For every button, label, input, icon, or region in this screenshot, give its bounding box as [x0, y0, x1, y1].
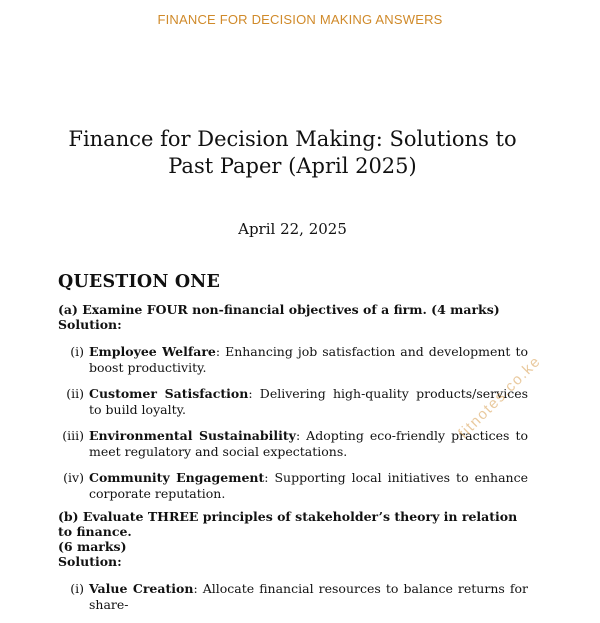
question-b-solution-label: Solution: [58, 554, 122, 569]
list-term: Employee Welfare [89, 344, 216, 359]
list-text: : Supporting local initiatives to enhance corporate reputation. [89, 470, 528, 501]
question-a-solution-label: Solution: [58, 317, 122, 332]
watermark-text: fitnotes.co.ke [455, 352, 545, 443]
question-b-heading-line-2: (6 marks) [58, 539, 127, 554]
section-heading-question-one: QUESTION ONE [58, 272, 221, 292]
document-title-line-2: Past Paper (April 2025) [168, 154, 417, 178]
list-term: Community Engagement [89, 470, 265, 485]
document-body [58, 272, 528, 623]
list-term: Value Creation [89, 581, 194, 596]
question-a-answer-list [58, 344, 528, 501]
list-item [58, 581, 528, 612]
list-item [58, 470, 528, 501]
list-marker: (ii) [66, 386, 84, 401]
list-marker: (iv) [63, 470, 84, 485]
list-marker: (i) [70, 581, 84, 596]
list-text: : Enhancing job satisfaction and development to boost productivity. [89, 344, 528, 375]
question-b-answer-list [58, 581, 528, 612]
list-item [58, 386, 528, 417]
list-item [58, 344, 528, 375]
question-b-heading-line-1: (b) Evaluate THREE principles of stakeholder’s theory in relation to finance. [58, 509, 518, 539]
question-b-heading [58, 509, 528, 554]
document-date: April 22, 2025 [238, 220, 347, 238]
document-title [40, 126, 545, 180]
list-text: : Adopting eco-friendly practices to meet regulatory and social expectations. [89, 428, 528, 459]
question-a-heading: (a) Examine FOUR non-financial objectives of a firm. (4 marks) [58, 302, 500, 317]
list-text: : Delivering high-quality products/services to build loyalty. [89, 386, 529, 417]
list-marker: (iii) [62, 428, 84, 443]
list-term: Customer Satisfaction [89, 386, 249, 401]
list-marker: (i) [70, 344, 84, 359]
list-term: Environmental Sustainability [89, 428, 296, 443]
list-text: : Allocate financial resources to balance returns for share- [89, 581, 529, 612]
running-header: FINANCE FOR DECISION MAKING ANSWERS [157, 12, 443, 27]
document-title-line-1: Finance for Decision Making: Solutions to [68, 127, 517, 151]
